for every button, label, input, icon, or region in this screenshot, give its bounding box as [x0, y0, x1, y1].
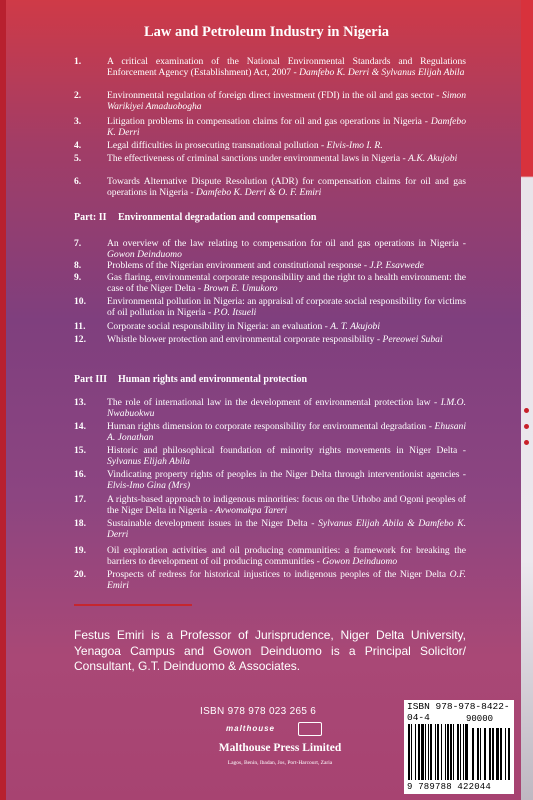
part-label: Part III [74, 374, 108, 385]
publisher-name: Malthouse Press Limited [218, 742, 342, 754]
edge-dot [524, 440, 529, 445]
entry-number: 3. [74, 116, 82, 127]
entry-number: 14. [74, 421, 86, 432]
entry-number: 1. [74, 56, 82, 67]
publisher-logo-word: malthouse [226, 724, 276, 733]
entry-title: An overview of the law relating to compensation for oil and gas operations in Nigeria - [107, 238, 466, 249]
entry-title: Gas flaring, environmental corporate responsibility and the right to a health environment: the case of the Niger Delta - [107, 272, 466, 294]
publisher-logo-badge [298, 722, 322, 736]
entry-author: Ehusani A. Jonathan [107, 421, 466, 443]
entry-author: I.M.O. Nwabuokwu [107, 397, 466, 419]
edge-dot [524, 408, 529, 413]
spine-edge [0, 0, 6, 800]
barcode-digits: 9 789788 422044 [407, 782, 492, 792]
part-title: Human rights and environmental protection [118, 374, 308, 385]
entry-number: 17. [74, 494, 86, 505]
entry-number: 8. [74, 260, 82, 271]
entry-title: Towards Alternative Dispute Resolution (ADR) for compensation claims for oil and gas operations in Nigeria - [107, 176, 466, 198]
entry-author: Gowon Deinduomo [322, 556, 398, 567]
entry-author: Damfebo K. Derri & O. F. Emiri [195, 187, 322, 198]
entry-title: A critical examination of the National Environmental Standards and Regulations Enforcement Agency (Establishment) Act, 2007 - [107, 56, 466, 78]
barcode [404, 700, 514, 794]
page-edge-band [521, 0, 533, 800]
barcode-addon: 90000 [466, 714, 494, 724]
entry-author: Brown E. Umukoro [203, 283, 278, 294]
entry-number: 16. [74, 469, 86, 480]
entry-title: The effectiveness of criminal sanctions under environmental laws in Nigeria - [107, 153, 409, 164]
entry-author: Sylvanus Elijah Abila [107, 456, 190, 467]
entry-author: J.P. Esavwede [369, 260, 424, 271]
entry-title: A rights-based approach to indigenous minorities: focus on the Urhobo and Ogoni peoples of the Niger Delta in Nigeria - [107, 494, 466, 516]
part-label: Part: II [74, 212, 107, 223]
entry-title: Prospects of redress for historical injustices to indigenous peoples of the Niger Delta [107, 569, 450, 580]
entry-title: Environmental regulation of foreign direct investment (FDI) in the oil and gas sector - [107, 90, 443, 101]
part-heading [74, 374, 307, 385]
entry-title: Corporate social responsibility in Nigeria: an evaluation - [107, 321, 331, 332]
entry-title: Vindicating property rights of peoples in the Niger Delta through interventionist agencies - [107, 469, 466, 480]
entry-author: Elvis-Imo I. R. [326, 140, 383, 151]
author-bio: Festus Emiri is a Professor of Jurisprudence, Niger Delta University, Yenagoa Campus and Gowon Deinduomo is a Principal Solicitor/ Consultant, G.T. Deinduomo & Associates. [74, 628, 466, 673]
entry-number: 13. [74, 397, 86, 408]
entry-title: Oil exploration activities and oil producing communities: a framework for breaking the barriers to development of oil producing communities - [107, 545, 466, 567]
edge-dot [524, 424, 529, 429]
barcode-bars [408, 724, 510, 782]
entry-title: Sustainable development issues in the Niger Delta - [107, 518, 319, 529]
entry-number: 10. [74, 296, 86, 307]
entry-author: A.K. Akujobi [408, 153, 458, 164]
publisher-cities: Lagos, Benin, Ibadan, Jos, Port-Harcourt, Zaria [227, 760, 333, 766]
entry-title: The role of international law in the development of environmental protection law - [107, 397, 441, 408]
entry-author: Gowon Deinduomo [107, 249, 182, 260]
entry-author: O.F. Emiri [107, 569, 466, 591]
entry-author: Pereowei Subai [382, 334, 443, 345]
entry-author: P.O. Itsueli [213, 307, 257, 318]
entry-title: Legal difficulties in prosecuting transnational pollution - [107, 140, 327, 151]
entry-number: 18. [74, 518, 86, 529]
divider-line [74, 604, 192, 606]
entry-number: 9. [74, 272, 82, 283]
entry-number: 15. [74, 445, 86, 456]
entry-number: 19. [74, 545, 86, 556]
entry-author: A. T. Akujobi [330, 321, 381, 332]
entry-title: Historic and philosophical foundation of minority rights movements in Niger Delta - [107, 445, 466, 456]
entry-title: Whistle blower protection and environmental corporate responsibility - [107, 334, 383, 345]
entry-number: 11. [74, 321, 86, 332]
entry-author: Sylvanus Elijah Abila & Damfebo K. Derri [107, 518, 467, 540]
entry-number: 20. [74, 569, 86, 580]
entry-author: Elvis-Imo Gina (Mrs) [107, 480, 191, 491]
entry-author: Damfebo K. Derri [107, 116, 466, 138]
entry-number: 4. [74, 140, 82, 151]
isbn-text: ISBN 978 978 023 265 6 [200, 706, 317, 717]
entry-number: 2. [74, 90, 82, 101]
part-title: Environmental degradation and compensation [118, 212, 317, 223]
entry-author: Damfebo K. Derri & Sylvanus Elijah Abila [299, 67, 465, 78]
barcode-isbn: ISBN 978-978-8422-04-4 [407, 701, 510, 723]
entry-number: 6. [74, 176, 82, 187]
entry-number: 12. [74, 334, 86, 345]
entry-title: Problems of the Nigerian environment and constitutional response - [107, 260, 370, 271]
publisher-logo [226, 722, 334, 738]
entry-author: Simon Warikiyei Amaduobogha [107, 90, 466, 112]
entry-title: Litigation problems in compensation claims for oil and gas operations in Nigeria - [107, 116, 431, 127]
entry-title: Human rights dimension to corporate responsibility for environmental degradation - [107, 421, 435, 432]
entry-number: 5. [74, 153, 82, 164]
book-title: Law and Petroleum Industry in Nigeria [143, 24, 390, 40]
part-heading [74, 212, 316, 223]
entry-number: 7. [74, 238, 82, 249]
entry-title: Environmental pollution in Nigeria: an appraisal of corporate social responsibility for victims of oil pollution in Nigeria - [107, 296, 466, 318]
entry-author: Avwomakpa Tareri [215, 505, 288, 516]
